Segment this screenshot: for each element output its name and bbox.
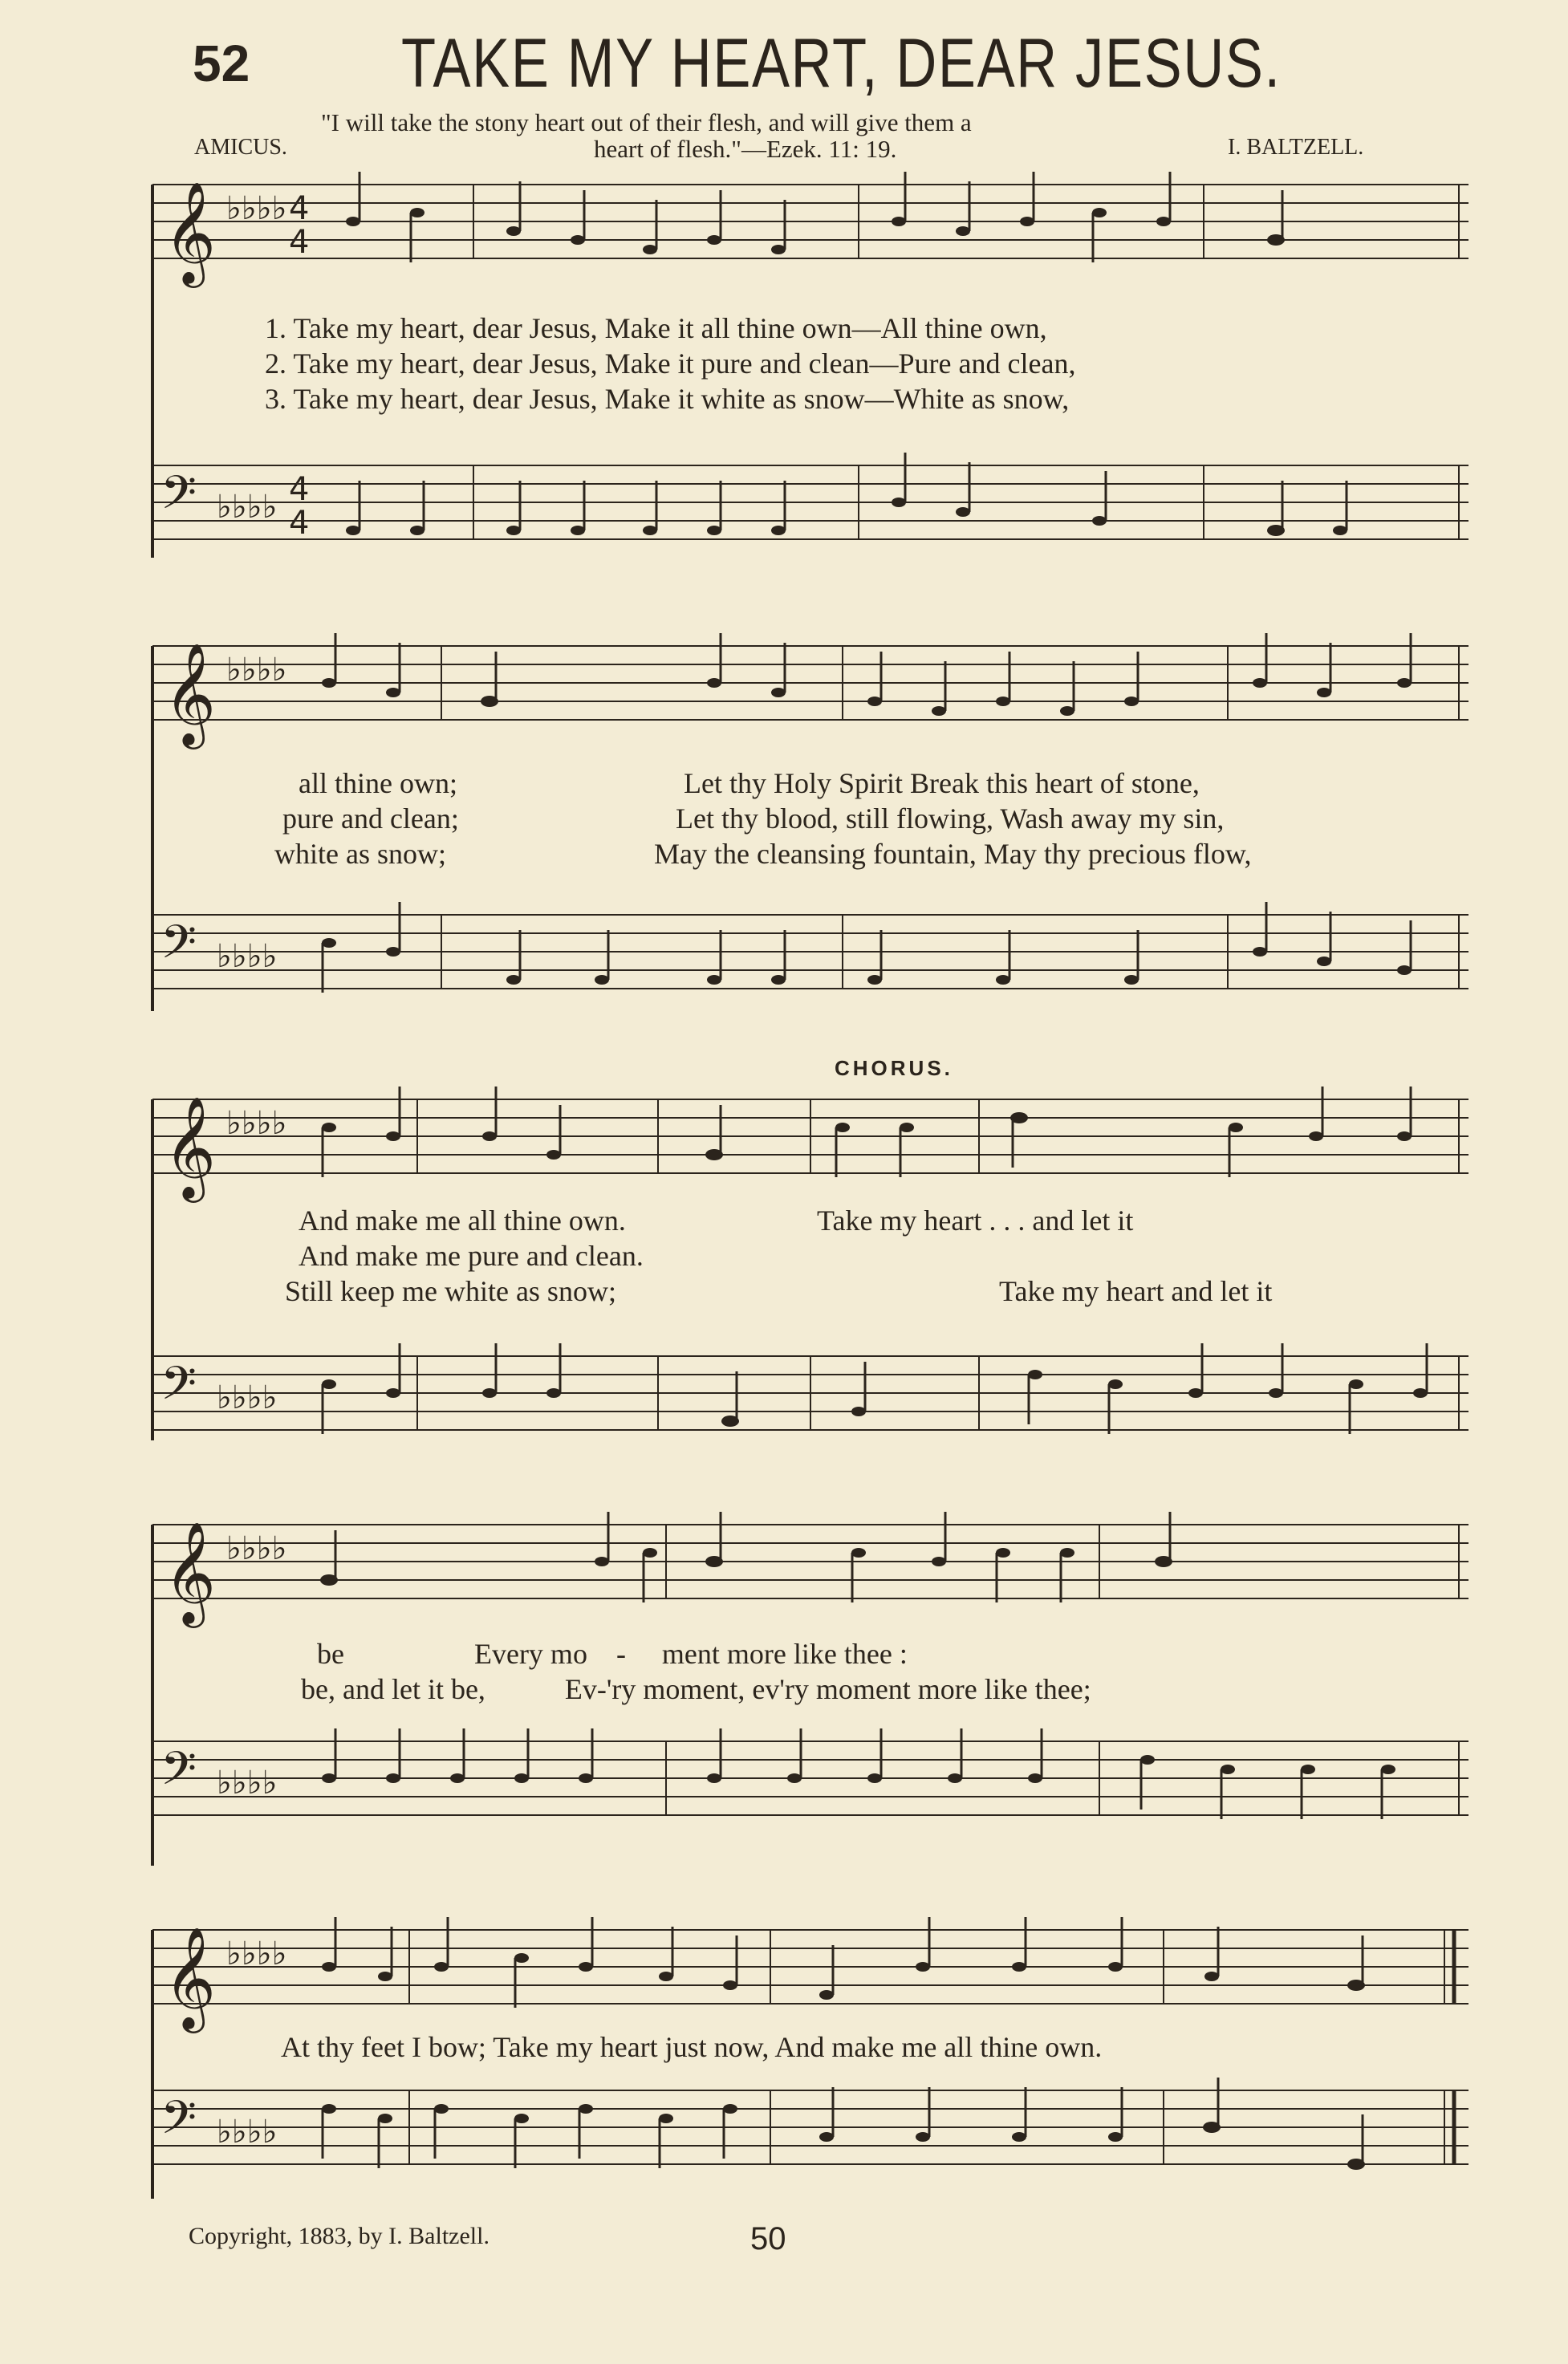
hymn-title: TAKE MY HEART, DEAR JESUS. [401,25,1282,102]
bass-staff-4 [152,1729,1468,1850]
lyric-verse-1: 1. Take my heart, dear Jesus, Make it all thine own—All thine own, [265,312,1047,344]
bass-staff-2 [152,903,1468,1023]
staff-lines [152,2090,1468,2164]
flat-icon: ♭♭♭♭ [226,1935,287,1972]
lyric-chorus-verse-1-cont: Take my heart . . . and let it [817,1204,1134,1237]
lyric-verse-3: white as snow; [274,838,446,870]
epigraph-line-2: heart of flesh."—Ezek. 11: 19. [594,135,897,163]
chorus-label: CHORUS. [835,1056,953,1080]
treble-staff-3 [152,1087,1468,1208]
bass-staff-1 [152,453,1468,574]
treble-staff-5 [152,1918,1468,2038]
lyric-verse-3: 3. Take my heart, dear Jesus, Make it white as snow—White as snow, [265,383,1070,415]
lyric-final-line: At thy feet I bow; Take my heart just now, And make me all thine own. [281,2031,1103,2063]
notes [322,2078,1365,2170]
flat-icon: ♭♭♭♭ [226,190,287,227]
flat-icon: ♭♭♭♭ [217,1379,278,1416]
lyric-verse-1: all thine own; [299,767,457,799]
lyric-chorus-verse-3-cont: Take my heart and let it [999,1275,1273,1307]
lyric-verse-3-cont: May the cleansing fountain, May thy precious flow, [654,838,1252,870]
lyric-chorus-line-4-bass: be, and let it be, Ev-'ry moment, ev'ry moment more like thee; [301,1673,1091,1705]
bass-clef-icon: 𝄢 [160,1356,197,1422]
flat-icon: ♭♭♭♭ [217,938,278,975]
treble-clef-icon: 𝄞 [164,1521,217,1623]
staff-lines [152,915,1468,989]
flat-icon: ♭♭♭♭ [226,652,287,688]
copyright-notice: Copyright, 1883, by I. Baltzell. [189,2223,489,2249]
staff-lines [152,646,1468,720]
treble-clef-icon: 𝄞 [164,181,217,283]
lyric-chorus-verse-1: And make me all thine own. [299,1204,626,1237]
lyric-verse-2: 2. Take my heart, dear Jesus, Make it pure and clean—Pure and clean, [265,347,1076,380]
lyric-verse-2-cont: Let thy blood, still flowing, Wash away my sin, [676,802,1225,835]
flat-icon: ♭♭♭♭ [226,1530,287,1567]
treble-clef-icon: 𝄞 [164,1926,217,2029]
treble-staff-4 [152,1513,1468,1633]
lyric-chorus-line-4-soprano: be Every mo - ment more like thee : [317,1638,908,1670]
bass-clef-icon: 𝄢 [160,2090,197,2156]
treble-staff-2 [152,634,1468,754]
hymn-number: 52 [193,35,250,92]
svg-text:4: 4 [289,505,310,542]
flat-icon: ♭♭♭♭ [226,1105,287,1142]
epigraph-line-1: "I will take the stony heart out of their flesh, and will give them a [321,108,972,136]
svg-text:4: 4 [289,190,310,227]
author-credit: AMICUS. [194,135,287,160]
page-number: 50 [750,2221,786,2256]
svg-text:4: 4 [289,471,310,508]
bass-staff-5 [152,2078,1468,2199]
bass-staff-3 [152,1344,1468,1464]
composer-credit: I. BALTZELL. [1228,135,1364,160]
bass-clef-icon: 𝄢 [160,1741,197,1807]
lyric-chorus-verse-2: And make me pure and clean. [299,1240,644,1272]
flat-icon: ♭♭♭♭ [217,1765,278,1801]
bass-clef-icon: 𝄢 [160,465,197,531]
svg-text:4: 4 [289,224,310,261]
flat-icon: ♭♭♭♭ [217,489,278,526]
bass-clef-icon: 𝄢 [160,915,197,981]
lyric-verse-2: pure and clean; [282,802,459,835]
treble-staff-1 [152,173,1468,293]
flat-icon: ♭♭♭♭ [217,2114,278,2151]
treble-clef-icon: 𝄞 [164,642,217,745]
treble-clef-icon: 𝄞 [164,1095,217,1198]
staff-lines [152,1741,1468,1815]
lyric-verse-1-cont: Let thy Holy Spirit Break this heart of stone, [684,767,1200,799]
staff-lines [152,1930,1468,2004]
staff-lines [152,1525,1468,1598]
lyric-chorus-verse-3: Still keep me white as snow; [285,1275,616,1307]
